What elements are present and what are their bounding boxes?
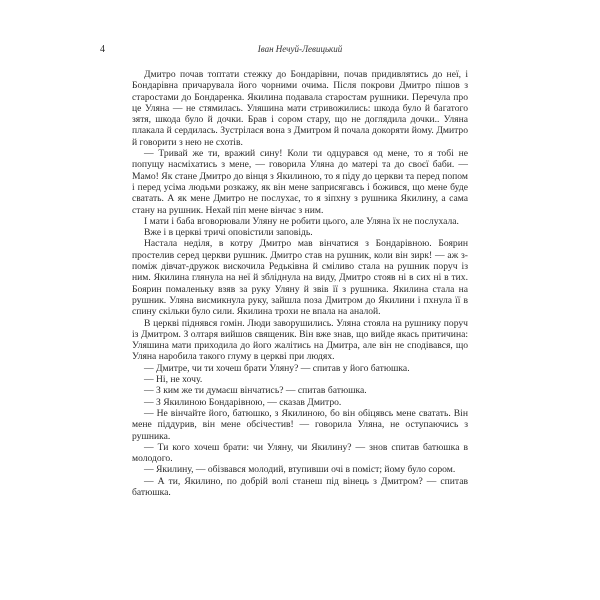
page-number: 4 xyxy=(100,44,105,55)
page-header xyxy=(100,44,500,58)
paragraph: — З ким же ти думаєш вінчатись? — спитав батюшка. xyxy=(144,385,367,397)
paragraph: — Не вінчайте його, батюшко, з Якилиною, бо він обіцявсь мене сватать. Він мене піддурив, він мене обсічестив! — говорила Уляна, не оступаючись з рушника. xyxy=(132,407,468,442)
paragraph: — Ти кого хочеш брати: чи Уляну, чи Якилину? — знов спитав батюшка в молодого. xyxy=(132,441,468,465)
paragraph: — Ні, не хочу. xyxy=(144,374,203,386)
paragraph: — Якилину, — обізвався молодий, втупивши очі в поміст; йому було сором. xyxy=(144,464,456,476)
paragraph: — Тривай же ти, вражий сину! Коли ти одцурався од мене, то я тобі не попущу насміхатись з мене, — говорила Уляна до матері та до своєї баби. — Мамо! Як стане Дмитро до вінця з Якилиною, то я піду до церкви та перед попом і перед усіма людьми розкажу, як він мене заприсягавсь і божився, що мене буде сватать. А як мене Дмитро не послухає, то я зіпхну з рушника Якилину, а сама стану на рушник. Нехай піп мене вінчає з ним. xyxy=(132,148,468,216)
running-head: Іван Нечуй-Левицький xyxy=(257,44,343,54)
paragraph: В церкві піднявся гомін. Люди заворушились. Уляна стояла на рушнику поруч із Дмитром. З олтаря вийшов священик. Він вже знав, що вийде якась притичина: Уляшина мати приходила до його жалітись на Дмитра, але він не сподівався, що Уляна наробила такого глуму в церкві при людях. xyxy=(132,317,468,363)
paragraph: — З Якилиною Бондарівною, — сказав Дмитро. xyxy=(144,396,342,408)
paragraph: Вже і в церкві тричі оповістили заповідь. xyxy=(144,227,313,239)
paragraph: Настала неділя, в котру Дмитро мав вінчатися з Бондарівною. Боярин простелив серед церкви рушник. Дмитро став на рушник, коли він зирк! — аж з-поміж дівчат-дружок вискочила Редьківна й сміливо стала на рушник поруч із ним. Якилина глянула на неї й збліднула на виду, Дмитро стояв ні в сих ні в тих. Боярин помаленьку взяв за руку Уляну й звів її з рушника. Якилина стала на рушник. Уляна висмикнула руку, зайшла поза Дмитром до Якилини і пхнула її в спину скільки було сили. Якилина трохи не впала на аналой. xyxy=(132,238,468,318)
paragraph: І мати і баба вговорювали Уляну не робити цього, але Уляна їх не послухала. xyxy=(144,215,459,227)
paragraph: Дмитро почав топтати стежку до Бондарівни, почав придивлятись до неї, і Бондарівна причарувала його чорними очима. Після покрови Дмитро пішов з старостами до Бондаренка. Якилина подавала старостам рушники. Перечула про це Уляна — не стямилась. Уляшина мати стривожились: шкода було й багатого зятя, шкода було й дочки. Брав і сором стару, що не доглядила дочки.. Уляна плакала й сердилась. Зустрілася вона з Дмитром й почала докоряти йому. Дмитро й говорити з нею не схотів. xyxy=(132,69,468,148)
paragraph: — А ти, Якилино, по добрій волі станеш під вінець з Дмитром? — спитав батюшка. xyxy=(132,475,468,498)
body-text xyxy=(132,69,468,498)
paragraph: — Дмитре, чи ти хочеш брати Уляну? — спитав у його батюшка. xyxy=(144,362,410,374)
